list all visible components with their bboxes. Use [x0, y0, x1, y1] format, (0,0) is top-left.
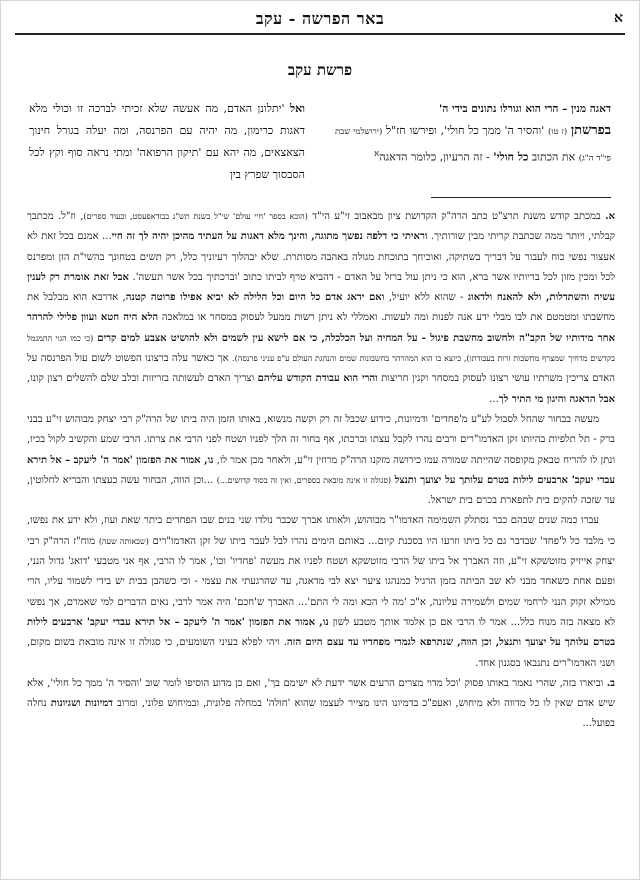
main-column-right [335, 98, 611, 170]
footnote-text: . ויהי לפלא בעיני השומעים, כי סגולה זו אינה מובאת בשום מקום, ושני האדמו"רים נתנבאו בסגנון אחד. [27, 637, 615, 669]
opening-word: בפרשתן [570, 123, 612, 138]
footnote-text: במכתב קודש משנת תרצ"ט כתב הרה"ק הקדושת ציון מבאבוב זי"ע הי"ד [312, 211, 601, 222]
footnote-bold: והרי הוא עבודת הקודש עליהם [257, 373, 378, 385]
footnote-bold: אבל זאת אומרת רק לענין עשיה והשתדלות, ולא להאנח ולדאוג [27, 271, 615, 304]
footnote-citation: (כי כמו הגוי ההמגמל בקדשים מדחיך [27, 333, 616, 364]
footnote-bold: אבל הדאגה והיגון מי התיר לך [498, 393, 615, 405]
main-text-bold: ואל [289, 102, 305, 115]
footnote-bold: ואם ידאג אדם כל היום וכל הלילה לא יביא אפילו פרוטה קטנה [125, 292, 385, 304]
footnote-rule [431, 197, 611, 198]
footnote-text: אך כאשר עלה ברצונו הפשוט לשום עול הפרנסה על האדם צריכין משרתיו עושי רצונו לעסוק במסחר וקנין חריצות [27, 353, 615, 385]
main-column-left [29, 98, 305, 186]
footnote-text: וביארו בזה, שהרי נאמר באותו פסוק 'וכל מדוי מצרים הרעים אשר ידעת לא ישימם בך', ואם כן מדוע הוסיפו לומר שוב 'והסיר ה' ממך כל חולי', אלא שיש אדם שאין לו כל מדווה ולא מיחוש, ואעפ"כ בדמיונו הינו מצייר לעצמו שהוא 'חולה' במחלה פלונית, ובמיחוש פלוני, ומרוב [27, 677, 616, 710]
footnote-text: מוח"ז הרה"ק רבי יצחק אייזיק מזוטשקא זי"ע, וזה האברך אל ביתו של הרבי מזוטשקא ושטח לפניו את מעשה 'פחדיו' וכו', אמר לו הרבי, אף אני מטבעי 'דואג' גדול הנני, ופעם אחת כשאחד מבני לא שב הביתה בזמן הרגיל כמנהגו ציער יצא לבי מדאגה, עד שהרגעתי את עצמי - וכי כשהבן בבית יש בידי לשמור עליו, הרי ממילא זקוק הנני לרחמי שמים ולשמירה עליונה, א"כ 'מה לי הכא ומה לי התם'... האברך ש'חכם' היה אמר לרבי, נאים הדברים למי שאמרם, אך נפשי לא מצאה בזה מנוח כלל... אמר לו הרבי אם כן אלמד אותך מטבע לשון [27, 535, 616, 628]
footnote-text: ... [489, 393, 499, 405]
footnote-label: א. [605, 211, 615, 222]
footnote-story-2 [27, 511, 615, 673]
main-text: 'יתלונן האדם, מה אעשה שלא זכיתי לברכה זו וכולי מלא דאגות כרימון, מה יהיה עם הפרנסה, ומה יעלה בגורל חינוך הצאצאים, מה יהא עם 'תיקון הרפואה' ומתי נראה סוף וקץ לכל הסבסוך שפרץ בין [29, 102, 305, 181]
footnote-citation: (סגולה זו אינה מובאת בספרים, ואין זה בסוד קדושים...) [216, 475, 392, 485]
verse-citation: (ז טו) [547, 127, 568, 137]
footnote-bold: הלא היה חטא ועוון פלילי להרהר אחר מידותיו של הקב"ה ולחשוב מחשבת פיגול - על המחיה ועל הכלכלה, כי אם לישא עין לשמים ולא להושיט אצבע למים קרים [27, 312, 615, 344]
footnote-text: נחלה בפועל... [27, 698, 615, 730]
footnote-text: , אדרבא הוא מבלבל את מחשבתו ומטמטם את לבו מבלי ידע אנה לפנות ומה לעשות. ואמללי לא ניתן רשות ממעל לעסוק במסחר או במלאכה [27, 292, 615, 324]
footnote-text: , וז"ל. מכתבך קבלתי, ויותר ממה שכתבת קריתי מבין שורותיך. [27, 211, 615, 243]
footnote-label: ב. [606, 677, 615, 689]
header-rule [15, 33, 625, 35]
running-header [17, 7, 623, 33]
footnote-alef [27, 207, 615, 410]
footnote-bet [27, 674, 615, 735]
footnote-text: מעשה בבחור שהחל לסבול לע"ע מ'פחדים' ודמיונות, כידוע שכבל זה רק וקשה מנשוא, באותו הזמן היה ביתו של הרה"ק רבי יצחק מבוהוש זי"ע בבני ברק - תל תלפיות בהיותו זקן האדמו"רים ורבים נהרו לקבל עצתו וברכתו, אף בחור זה הלך לפניו ושטח לפני הרבי את צרתו. הרבי שמע והקשיב לקול בכיו, ונתן לו להריח טבאק מקופסה שהייתה שמורה עמו כירושה מזקנו הרה"ק מרוזין זי"ע, ולאחר מכן אמר לו, [27, 413, 615, 466]
footnotes [27, 207, 615, 735]
footnote-bold: נו, אמור את הפזמון 'אמר ה' ליעקב – אל תירא עבדי יעקב' ארבעים לילות בטרם עלותך על יצועך ותנצל [26, 454, 615, 486]
page-number: א [614, 10, 623, 26]
footnote-story-1 [27, 410, 615, 511]
main-text-columns [29, 98, 612, 181]
section-heading: דאגה מנין – הרי הוא וגורלו נתונים בידי ה' [439, 103, 611, 115]
footnote-citation: (הובא בספר 'חיי עולם' שי"ל בשנת תש"נ בבודאפעסט, ובעוד ספרים) [83, 212, 308, 221]
footnote-marker: א [374, 149, 380, 159]
main-text-bold: כל חולי' [493, 150, 529, 164]
footnote-text: ... אמנם בכל זאת לא אעצור נפשי כוח לעבור על דבריך בשתיקה, ואוכיחך בתוכחת מגולה באהבה מסותרת. שלא יבהלוך רעיוניך כלל, רק תשים בטחונך בהשי"ת הזן ומפרנס לכל ומכין מזון לכל בריותיו אשר ברא, הוא כי ניתן עול ברזל על האדם - דהביא טרף לביתו כתוב 'וברכתיך בכל אשר תעשה'. [27, 231, 616, 283]
footnote-bold: נו, אמור את הפזמון 'אמר ה' ליעקב – אל תירא עבדי יעקב' ארבעים לילות בטרם עלותך על יצועך ותנצל, וכן הווה, שנתרפא לגמרי מפחדיו עד עצם היום הזה [27, 616, 616, 649]
main-text: את הכתוב [531, 150, 576, 164]
footnote-text: ...וכן הווה, הבחור עשה כעצתו והבריא לחלוטין, עד שזכה להקים בית לתפארת בכרם בית ישראל. [27, 474, 615, 507]
footnote-text: - שהוא ללא יועיל, [388, 292, 464, 304]
footnote-text: וצריך האדם לעשותה בזריזות ובלב שלם להשלים רצון קונו, [27, 373, 255, 385]
footnote-citation: שמצרף מחשבות זרות בעבודתו), כיוצא בו הוא המהרהר בחשבונות שמים והנהגת העולם ע"פ עניני פרנסה). [232, 354, 565, 364]
main-text: 'והסיר ה' ממך כל חולי', ופירשו חז"ל [386, 124, 545, 137]
parsha-title: פרשת עקב [287, 61, 353, 79]
source-citation: (ירושלמי שבת פי"ד ה"ג) [335, 127, 611, 164]
footnote-bold: דמיונות ושגיונות [50, 698, 113, 710]
main-text: - זה הרעיון, כלומר הדאגה [379, 150, 490, 164]
header-title: באר הפרשה - עקב [255, 9, 385, 28]
footnote-citation: (שבאותה שעה) [98, 536, 149, 546]
footnote-text: עברו כמה שנים שבהם כבר נסתלק השמימה האדמו"ר מבוהוש, ולאותו אברך שכבר נולדו שני בנים שבו הפחדים ביתר שאת ועוז, ולא ידע את נפשו, כי מלבד כל ל'פחד' שבדבר גם כל ביתו וזרעו היו בסכנת קיום... באותם הימים נהרו לבל לעבר ביתו של זקן האדמו"רים [27, 515, 615, 547]
footnote-bold: וראיתי כי דלפה נפשך מתוגה, והינך מלא דאגות על העתיד מהיכן יהיה לך זה חיי [111, 231, 428, 243]
